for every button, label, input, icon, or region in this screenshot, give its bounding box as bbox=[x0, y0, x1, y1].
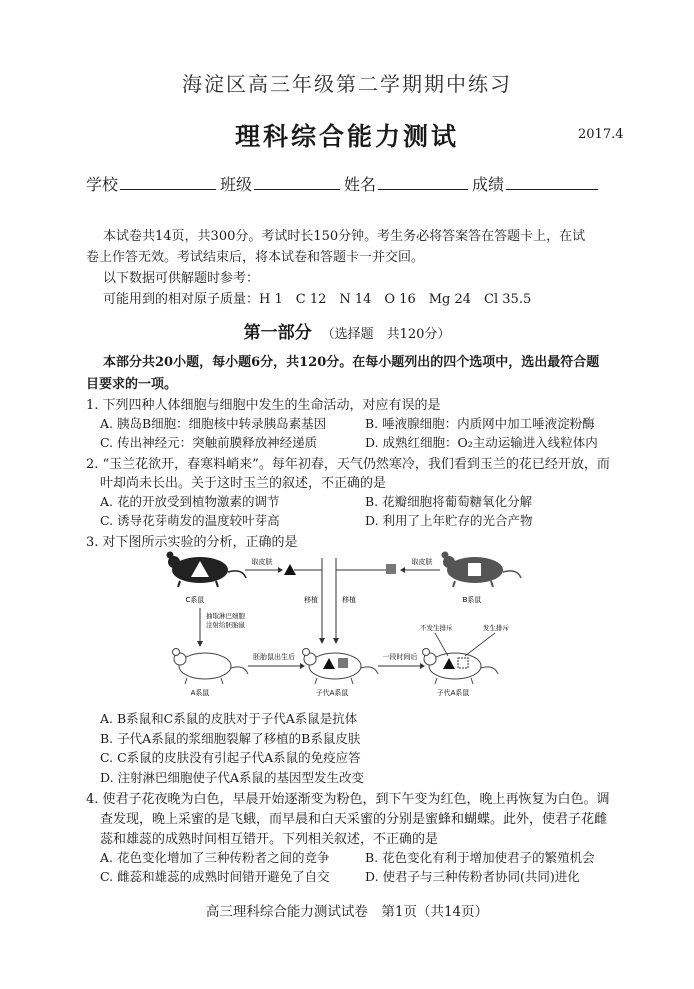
q4-option-b: B. 花色变化有利于增加使君子的繁殖机会 bbox=[365, 850, 595, 865]
q3-stem: 3. 对下图所示实验的分析，正确的是 bbox=[86, 535, 298, 550]
q2-stem-line2: 叶却尚未长出。关于这时玉兰的叙述，不正确的是 bbox=[100, 476, 387, 491]
label-a-mouse: A系鼠 bbox=[190, 689, 210, 697]
q2-option-c: C. 诱导花芽萌发的温度较叶芽高 bbox=[100, 513, 280, 528]
name-label: 姓名 bbox=[344, 175, 377, 194]
q4-option-a: A. 花色变化增加了三种传粉者之间的竞争 bbox=[100, 850, 330, 865]
exam-title: 海淀区高三年级第二学期期中练习 bbox=[182, 72, 512, 96]
class-blank bbox=[254, 172, 340, 190]
school-blank bbox=[120, 172, 216, 190]
q3-option-a: A. B系鼠和C系鼠的皮肤对于子代A系鼠是抗体 bbox=[100, 711, 358, 726]
q2-option-b: B. 花瓣细胞将葡萄糖氧化分解 bbox=[365, 494, 533, 509]
q4-option-c: C. 雌蕊和雄蕊的成熟时间错开避免了自交 bbox=[100, 869, 330, 884]
q1-stem: 1. 下列四种人体细胞与细胞中发生的生命活动，对应有误的是 bbox=[86, 398, 441, 413]
q1-option-a: A. 胰岛B细胞：细胞核中转录胰岛素基因 bbox=[100, 416, 327, 431]
label-after-birth: 胚胎鼠出生后 bbox=[253, 653, 295, 661]
label-rejection: 发生排斥 bbox=[483, 624, 509, 632]
name-blank bbox=[378, 172, 468, 190]
c-mouse-figure bbox=[167, 552, 247, 588]
a-mouse-figure bbox=[173, 649, 249, 685]
q2-option-d: D. 利用了上年贮存的光合产物 bbox=[365, 513, 533, 528]
part-title-main: 第一部分 bbox=[243, 323, 312, 343]
part-intro-line1: 本部分共20小题，每小题6分，共120分。在每小题列出的四个选项中，选出最符合题 bbox=[103, 355, 600, 370]
label-take-skin-right: 取皮肤 bbox=[411, 558, 433, 566]
part-intro-line2: 目要求的一项。 bbox=[86, 377, 178, 392]
school-label: 学校 bbox=[86, 175, 119, 194]
q3-option-b: B. 子代A系鼠的浆细胞裂解了移植的B系鼠皮肤 bbox=[100, 731, 361, 746]
class-label: 班级 bbox=[220, 175, 253, 194]
part-title-note: （选择题 共120分） bbox=[321, 327, 451, 342]
score-blank bbox=[506, 172, 598, 190]
exam-date: 2017.4 bbox=[578, 127, 624, 142]
q1-option-c: C. 传出神经元：突触前膜释放神经递质 bbox=[100, 435, 318, 450]
q4-option-d: D. 使君子与三种传粉者协同(共同)进化 bbox=[365, 869, 580, 884]
student-info-row bbox=[86, 172, 602, 195]
label-extract-line1: 抽取淋巴细胞 bbox=[206, 612, 245, 620]
label-offspring-a-later: 子代A系鼠 bbox=[436, 689, 470, 697]
subject-title: 理科综合能力测试 bbox=[234, 122, 459, 151]
label-b-mouse: B系鼠 bbox=[462, 596, 482, 604]
q3-option-d: D. 注射淋巴细胞使子代A系鼠的基因型发生改变 bbox=[100, 770, 365, 785]
label-graft-left: 移植 bbox=[304, 596, 318, 604]
score-label: 成绩 bbox=[472, 175, 505, 194]
immune-experiment-diagram bbox=[150, 548, 550, 703]
label-offspring-a: 子代A系鼠 bbox=[315, 689, 349, 697]
q1-option-d: D. 成熟红细胞：O₂主动运输进入线粒体内 bbox=[365, 435, 598, 450]
q1-option-b: B. 唾液腺细胞：内质网中加工唾液淀粉酶 bbox=[365, 416, 595, 431]
q4-stem-line3: 蕊和雄蕊的成熟时间相互错开。下列相关叙述，不正确的是 bbox=[100, 832, 439, 847]
label-take-skin-left: 取皮肤 bbox=[251, 558, 273, 566]
b-mouse-figure bbox=[442, 552, 522, 588]
q2-stem-line1: 2. “玉兰花欲开，春寒料峭来”。每年初春，天气仍然寒冷，我们看到玉兰的花已经开放，而 bbox=[86, 457, 610, 472]
atomic-masses: 可能用到的相对原子质量：H 1 C 12 N 14 O 16 Mg 24 Cl 35.5 bbox=[103, 292, 532, 307]
label-extract-line2: 注射给胚胎鼠 bbox=[206, 621, 245, 629]
instructions-line1b: 卷上作答无效。考试结束后，将本试卷和答题卡一并交回。 bbox=[86, 250, 425, 265]
q4-stem-line1: 4. 使君子花夜晚为白色，早晨开始逐渐变为粉色，到下午变为红色，晚上再恢复为白色。调 bbox=[86, 792, 610, 807]
q2-option-a: A. 花的开放受到植物激素的调节 bbox=[100, 494, 280, 509]
square-skin-piece bbox=[386, 564, 396, 574]
label-graft-right: 移植 bbox=[342, 596, 356, 604]
label-after-time: 一段时间后 bbox=[382, 653, 418, 661]
label-no-rejection: 不发生排斥 bbox=[420, 624, 453, 632]
instructions-line2: 以下数据可供解题时参考： bbox=[103, 271, 260, 286]
q3-option-c: C. C系鼠的皮肤没有引起子代A系鼠的免疫应答 bbox=[100, 750, 361, 765]
q4-stem-line2: 查发现，晚上采蜜的是飞蛾，而早晨和白天采蜜的分别是蜜蜂和蝴蝶。此外，使君子花雌 bbox=[100, 812, 608, 827]
label-c-mouse: C系鼠 bbox=[185, 596, 205, 604]
instructions-line1: 本试卷共14页，共300分。考试时长150分钟。考生务必将答案答在答题卡上，在试 bbox=[103, 229, 586, 244]
page-footer: 高三理科综合能力测试试卷 第1页（共14页） bbox=[205, 904, 489, 920]
part-title bbox=[0, 318, 694, 343]
